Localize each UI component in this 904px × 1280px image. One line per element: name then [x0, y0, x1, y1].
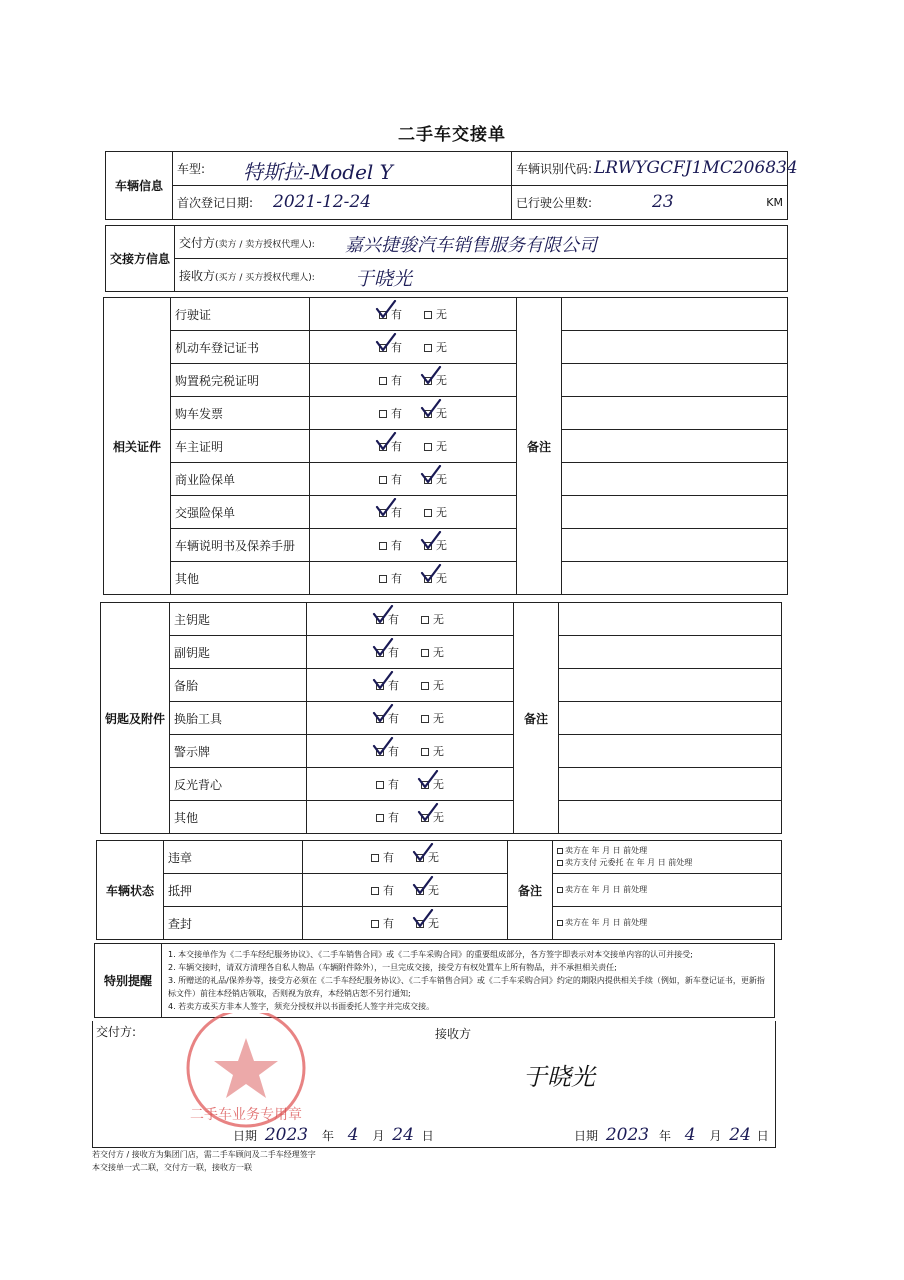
no-checkbox[interactable] [424, 473, 447, 486]
item-label: 车主证明 [171, 430, 310, 463]
no-checkbox[interactable] [421, 679, 444, 692]
yes-checkbox[interactable] [376, 712, 399, 725]
deliverer-cell [175, 226, 788, 259]
item-options [307, 735, 514, 768]
right-date-year: 2023 [605, 1125, 650, 1145]
table-row [104, 463, 788, 496]
item-label: 购车发票 [171, 397, 310, 430]
item-options [310, 529, 517, 562]
right-year-label: 年 [658, 1129, 671, 1143]
table-row [97, 907, 782, 940]
remark-cell [562, 496, 788, 529]
no-label: 无 [436, 374, 447, 387]
item-options [307, 669, 514, 702]
yes-label: 有 [391, 407, 402, 420]
yes-checkbox[interactable] [379, 506, 402, 519]
remark-cell [559, 768, 782, 801]
checkbox-icon[interactable] [557, 920, 563, 926]
no-label: 无 [436, 473, 447, 486]
check-mark-icon [417, 803, 439, 823]
checkbox-icon [424, 344, 432, 352]
vin-value: LRWYGCFJ1MC206834 [594, 158, 798, 178]
remark-cell [559, 702, 782, 735]
yes-checkbox[interactable] [371, 851, 394, 864]
no-label: 无 [433, 679, 445, 692]
no-checkbox[interactable] [424, 440, 447, 453]
remark-cell [559, 669, 782, 702]
item-options [310, 397, 517, 430]
remark-cell [562, 397, 788, 430]
check-mark-icon [372, 737, 394, 757]
status-remark-label: 备注 [508, 841, 553, 940]
checkbox-icon [371, 920, 379, 928]
mileage-label: 已行驶公里数: [516, 196, 593, 210]
remark-cell [562, 298, 788, 331]
check-mark-icon [375, 333, 397, 353]
no-label: 无 [428, 917, 439, 930]
yes-label: 有 [388, 811, 400, 824]
special-label: 特别提醒 [95, 944, 162, 1018]
note-4: 4. 若卖方或买方非本人签字，须充分授权并以书面委托人签字并完成交接。 [168, 1002, 435, 1011]
vin-label: 车辆识别代码: [516, 162, 593, 176]
checkbox-icon [376, 781, 384, 789]
receiver-note: (买方 / 买方授权代理人): [215, 272, 315, 283]
checkbox-icon [379, 410, 387, 418]
model-value: 特斯拉-Model Y [243, 160, 393, 184]
yes-checkbox[interactable] [379, 308, 402, 321]
left-date-day: 24 [392, 1125, 414, 1145]
item-label: 商业险保单 [171, 463, 310, 496]
remark-cell [553, 841, 782, 874]
checkbox-icon [424, 509, 432, 517]
item-options [303, 841, 508, 874]
yes-checkbox[interactable] [371, 884, 394, 897]
check-mark-icon [372, 605, 394, 625]
no-label: 无 [436, 539, 447, 552]
parties-label: 交接方信息 [106, 226, 175, 292]
table-row [104, 364, 788, 397]
no-checkbox[interactable] [421, 811, 444, 824]
seal-text: 二手车业务专用章 [190, 1107, 302, 1123]
check-mark-icon [372, 638, 394, 658]
document-title: 二手车交接单 [398, 125, 506, 145]
remark-text: 卖方在 年 月 日 前处理 [565, 885, 648, 894]
no-label: 无 [436, 341, 447, 354]
item-options [303, 874, 508, 907]
no-checkbox[interactable] [424, 341, 447, 354]
yes-checkbox[interactable] [379, 407, 402, 420]
model-cell [173, 152, 512, 186]
keys-table [100, 602, 782, 834]
yes-checkbox[interactable] [376, 613, 399, 626]
table-row [104, 397, 788, 430]
remark-cell [562, 430, 788, 463]
check-mark-icon [420, 366, 442, 386]
no-checkbox[interactable] [421, 613, 444, 626]
item-options [310, 463, 517, 496]
no-label: 无 [433, 745, 445, 758]
item-label: 警示牌 [170, 735, 307, 768]
item-options [307, 603, 514, 636]
checkbox-icon [376, 814, 384, 822]
table-row [101, 702, 782, 735]
remark-text: 卖方支付 元委托 在 年 月 日 前处理 [565, 858, 693, 867]
yes-label: 有 [391, 506, 402, 519]
checkbox-icon[interactable] [557, 860, 563, 866]
table-row [101, 603, 782, 636]
no-checkbox[interactable] [424, 539, 447, 552]
yes-checkbox[interactable] [379, 341, 402, 354]
item-label: 其他 [171, 562, 310, 595]
item-label: 机动车登记证书 [171, 331, 310, 364]
remark-line [557, 884, 777, 896]
yes-checkbox[interactable] [379, 374, 402, 387]
note-2: 2. 车辆交接时，请双方清理各自私人物品（车辆附件除外），一旦完成交接，接受方有权处置车上所有物品，并不承担相关责任; [168, 963, 617, 972]
yes-label: 有 [391, 572, 402, 585]
checkbox-icon[interactable] [557, 848, 563, 854]
yes-label: 有 [388, 712, 400, 725]
check-mark-icon [412, 843, 434, 863]
item-label: 行驶证 [171, 298, 310, 331]
documents-section-label: 相关证件 [104, 298, 171, 595]
footer-line-1: 若交付方 / 接收方为集团门店，需二手车顾问及二手车经理签字 [92, 1150, 316, 1159]
right-month-label: 月 [709, 1129, 722, 1143]
checkbox-icon [379, 575, 387, 583]
item-options [310, 364, 517, 397]
check-mark-icon [372, 671, 394, 691]
item-label: 备胎 [170, 669, 307, 702]
check-mark-icon [375, 300, 397, 320]
no-label: 无 [433, 811, 445, 824]
yes-label: 有 [388, 613, 400, 626]
remark-text: 卖方在 年 月 日 前处理 [565, 918, 648, 927]
checkbox-icon [421, 748, 429, 756]
no-checkbox[interactable] [416, 884, 439, 897]
no-checkbox[interactable] [416, 917, 439, 930]
receiver-signature: 于晓光 [523, 1063, 595, 1091]
remark-cell [562, 529, 788, 562]
receiver-sign-label: 接收方 [435, 1027, 472, 1041]
first-reg-value: 2021-12-24 [273, 192, 372, 212]
table-row [101, 801, 782, 834]
yes-checkbox[interactable] [379, 440, 402, 453]
vehicle-info-label: 车辆信息 [106, 152, 173, 220]
item-options [303, 907, 508, 940]
yes-checkbox[interactable] [379, 572, 402, 585]
item-options [310, 562, 517, 595]
checkbox-icon [421, 682, 429, 690]
item-options [310, 496, 517, 529]
yes-checkbox[interactable] [371, 917, 394, 930]
right-date-month: 4 [684, 1125, 696, 1145]
left-day-label: 日 [421, 1129, 434, 1143]
left-month-label: 月 [372, 1129, 385, 1143]
no-checkbox[interactable] [421, 646, 444, 659]
item-label: 抵押 [164, 874, 303, 907]
yes-checkbox[interactable] [379, 473, 402, 486]
left-date-month: 4 [347, 1125, 359, 1145]
remark-cell [562, 562, 788, 595]
yes-checkbox[interactable] [376, 811, 399, 824]
no-label: 无 [433, 778, 445, 791]
item-label: 副钥匙 [170, 636, 307, 669]
yes-label: 有 [388, 778, 400, 791]
yes-label: 有 [391, 440, 402, 453]
item-label: 换胎工具 [170, 702, 307, 735]
yes-label: 有 [388, 745, 400, 758]
item-label: 违章 [164, 841, 303, 874]
no-label: 无 [436, 308, 447, 321]
yes-label: 有 [383, 851, 394, 864]
remark-cell [559, 636, 782, 669]
remark-cell [553, 907, 782, 940]
parties-table [105, 225, 788, 292]
company-seal [161, 1013, 331, 1133]
vin-cell [512, 152, 798, 186]
deliverer-note: (卖方 / 卖方授权代理人): [215, 239, 315, 250]
right-date-day: 24 [729, 1125, 751, 1145]
yes-checkbox[interactable] [379, 539, 402, 552]
yes-label: 有 [383, 917, 394, 930]
check-mark-icon [420, 465, 442, 485]
deliverer-label: 交付方 [179, 235, 216, 250]
remark-cell [562, 331, 788, 364]
item-options [307, 801, 514, 834]
no-label: 无 [436, 407, 447, 420]
no-label: 无 [433, 712, 445, 725]
deliverer-sign-label: 交付方: [96, 1025, 137, 1039]
table-row [97, 874, 782, 907]
checkbox-icon [421, 649, 429, 657]
left-date-label: 日期 [233, 1129, 258, 1143]
no-checkbox[interactable] [424, 407, 447, 420]
checkbox-icon [379, 542, 387, 550]
remark-cell [559, 735, 782, 768]
no-label: 无 [436, 506, 447, 519]
yes-label: 有 [391, 539, 402, 552]
table-row [101, 669, 782, 702]
item-options [310, 331, 517, 364]
check-mark-icon [417, 770, 439, 790]
item-options [310, 430, 517, 463]
table-row [104, 496, 788, 529]
check-mark-icon [412, 876, 434, 896]
receiver-value: 于晓光 [355, 268, 413, 290]
item-label: 车辆说明书及保养手册 [171, 529, 310, 562]
remark-cell [553, 874, 782, 907]
first-reg-label: 首次登记日期: [177, 196, 254, 210]
check-mark-icon [375, 498, 397, 518]
table-row [101, 735, 782, 768]
table-row [104, 430, 788, 463]
special-table [94, 943, 775, 1018]
checkbox-icon [379, 476, 387, 484]
model-label: 车型: [177, 162, 206, 176]
item-label: 查封 [164, 907, 303, 940]
remark-cell [559, 801, 782, 834]
signature-area [92, 1021, 776, 1148]
mileage-unit: KM [766, 196, 783, 209]
yes-label: 有 [391, 341, 402, 354]
deliverer-value: 嘉兴捷骏汽车销售服务有限公司 [345, 235, 598, 256]
check-mark-icon [420, 564, 442, 584]
yes-label: 有 [391, 473, 402, 486]
status-table [96, 840, 782, 940]
remark-line [557, 845, 777, 857]
table-row [104, 298, 788, 331]
remark-line [557, 917, 777, 929]
yes-checkbox[interactable] [376, 745, 399, 758]
no-label: 无 [433, 613, 445, 626]
documents-table [103, 297, 788, 595]
check-mark-icon [375, 432, 397, 452]
no-label: 无 [428, 884, 439, 897]
footer [92, 1148, 316, 1174]
yes-checkbox[interactable] [376, 679, 399, 692]
no-label: 无 [428, 851, 439, 864]
table-row [104, 562, 788, 595]
documents-remark-label: 备注 [517, 298, 562, 595]
checkbox-icon [424, 443, 432, 451]
yes-label: 有 [383, 884, 394, 897]
remark-line [557, 857, 777, 869]
no-label: 无 [436, 440, 447, 453]
receiver-cell [175, 259, 788, 292]
yes-label: 有 [391, 308, 402, 321]
table-row [101, 768, 782, 801]
no-checkbox[interactable] [421, 745, 444, 758]
table-row [104, 529, 788, 562]
check-mark-icon [420, 531, 442, 551]
item-options [307, 768, 514, 801]
remark-text: 卖方在 年 月 日 前处理 [565, 846, 648, 855]
item-label: 主钥匙 [170, 603, 307, 636]
mileage-cell [512, 186, 788, 220]
remark-cell [562, 463, 788, 496]
checkbox-icon [371, 854, 379, 862]
table-row [104, 331, 788, 364]
remark-cell [562, 364, 788, 397]
yes-label: 有 [391, 374, 402, 387]
check-mark-icon [372, 704, 394, 724]
special-notes [162, 944, 775, 1018]
yes-label: 有 [388, 679, 400, 692]
checkbox-icon [424, 311, 432, 319]
item-label: 交强险保单 [171, 496, 310, 529]
footer-line-2: 本交接单一式二联，交付方一联，接收方一联 [92, 1163, 252, 1172]
left-date [233, 1125, 434, 1145]
check-mark-icon [412, 909, 434, 929]
no-label: 无 [433, 646, 445, 659]
yes-checkbox[interactable] [376, 778, 399, 791]
table-row [101, 636, 782, 669]
vehicle-info-table [105, 151, 798, 220]
left-year-label: 年 [321, 1129, 334, 1143]
no-checkbox[interactable] [421, 778, 444, 791]
right-date [574, 1125, 769, 1145]
left-date-year: 2023 [264, 1125, 309, 1145]
yes-label: 有 [388, 646, 400, 659]
table-row [97, 841, 782, 874]
no-label: 无 [436, 572, 447, 585]
checkbox-icon [421, 616, 429, 624]
right-date-label: 日期 [574, 1129, 599, 1143]
item-options [310, 298, 517, 331]
item-label: 反光背心 [170, 768, 307, 801]
mileage-value: 23 [652, 192, 674, 212]
no-checkbox[interactable] [421, 712, 444, 725]
item-options [307, 636, 514, 669]
status-section-label: 车辆状态 [97, 841, 164, 940]
note-3: 3. 所赠送的礼品/保养券等，接受方必须在《二手车经纪服务协议》、《二手车销售合同》或《二手车采购合同》约定的期限内提供相关手续（例如，新车登记证书，更新指标文件）前往本经销店领取，否则视为放弃，本经销店恕不另行通知; [168, 976, 765, 998]
note-1: 1. 本交接单作为《二手车经纪服务协议》、《二手车销售合同》或《二手车采购合同》的重要组成部分，各方签字即表示对本交接单内容的认可并接受; [168, 950, 693, 959]
check-mark-icon [420, 399, 442, 419]
item-label: 购置税完税证明 [171, 364, 310, 397]
remark-cell [559, 603, 782, 636]
checkbox-icon [421, 715, 429, 723]
yes-checkbox[interactable] [376, 646, 399, 659]
checkbox-icon [371, 887, 379, 895]
checkbox-icon [379, 377, 387, 385]
item-options [307, 702, 514, 735]
no-checkbox[interactable] [424, 308, 447, 321]
right-day-label: 日 [756, 1129, 769, 1143]
keys-section-label: 钥匙及附件 [101, 603, 170, 834]
item-label: 其他 [170, 801, 307, 834]
first-reg-cell [173, 186, 512, 220]
no-checkbox[interactable] [424, 572, 447, 585]
checkbox-icon[interactable] [557, 887, 563, 893]
keys-remark-label: 备注 [514, 603, 559, 834]
no-checkbox[interactable] [424, 506, 447, 519]
no-checkbox[interactable] [416, 851, 439, 864]
no-checkbox[interactable] [424, 374, 447, 387]
receiver-label: 接收方 [179, 268, 216, 283]
